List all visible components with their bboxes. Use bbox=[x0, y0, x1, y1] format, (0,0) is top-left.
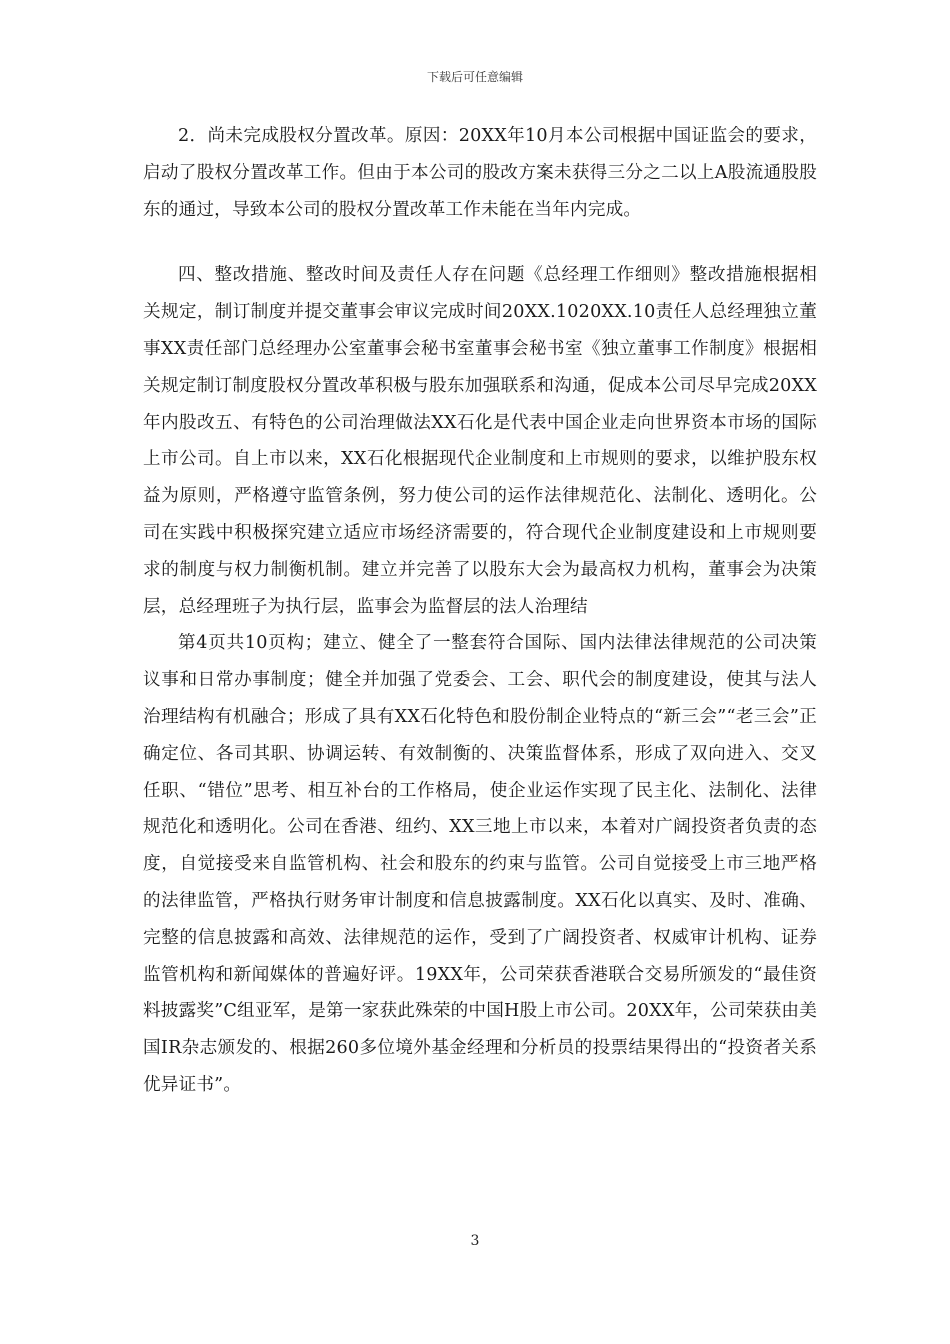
paragraph-governance-practices: 第4页共10页构；建立、健全了一整套符合国际、国内法律法律规范的公司决策议事和日常办事制度；健全并加强了党委会、工会、职代会的制度建设，使其与法人治理结构有机融合；形成了具有XX石化特色和股份制企业特点的“新三会”“老三会”正确定位、各司其职、协调运转、有效制衡的、决策监督体系，形成了双向进入、交叉任职、“错位”思考、相互补台的工作格局，使企业运作实现了民主化、法制化、法律规范化和透明化。公司在香港、纽约、XX三地上市以来，本着对广阔投资者负责的态度，自觉接受来自监管机构、社会和股东的约束与监管。公司自觉接受上市三地严格的法律监管，严格执行财务审计制度和信息披露制度。XX石化以真实、及时、准确、完整的信息披露和高效、法律规范的运作，受到了广阔投资者、权威审计机构、证券监管机构和新闻媒体的普遍好评。19XX年，公司荣获香港联合交易所颁发的“最佳资料披露奖”C组亚军，是第一家获此殊荣的中国H股上市公司。20XX年，公司荣获由美国IR杂志颁发的、根据260多位境外基金经理和分析员的投票结果得出的“投资者关系优异证书”。 bbox=[143, 633, 817, 1095]
paragraph-rectification-measures: 四、整改措施、整改时间及责任人存在问题《总经理工作细则》整改措施根据相关规定，制订制度并提交董事会审议完成时间20XX.1020XX.10责任人总经理独立董事XX责任部门总经理办公室董事会秘书室董事会秘书室《独立董事工作制度》根据相关规定制订制度股权分置改革积极与股东加强联系和沟通，促成本公司尽早完成20XX年内股改五、有特色的公司治理做法XX石化是代表中国企业走向世界资本市场的国际上市公司。自上市以来，XX石化根据现代企业制度和上市规则的要求，以维护股东权益为原则，严格遵守监管条例，努力使公司的运作法律规范化、法制化、透明化。公司在实践中积极探究建立适应市场经济需要的，符合现代企业制度建设和上市规则要求的制度与权力制衡机制。建立并完善了以股东大会为最高权力机构，董事会为决策层，总经理班子为执行层，监事会为监督层的法人治理结 bbox=[143, 265, 817, 617]
paragraph-spacer bbox=[143, 228, 817, 257]
page-number: 3 bbox=[470, 1233, 480, 1249]
paragraph-shareholder-reform: 2．尚未完成股权分置改革。原因：20XX年10月本公司根据中国证监会的要求，启动了股权分置改革工作。但由于本公司的股改方案未获得三分之二以上A股流通股股东的通过，导致本公司的股权分置改革工作未能在当年内完成。 bbox=[143, 126, 817, 220]
page-header: 下载后可任意编辑 bbox=[426, 70, 523, 84]
document-body bbox=[143, 118, 817, 1104]
